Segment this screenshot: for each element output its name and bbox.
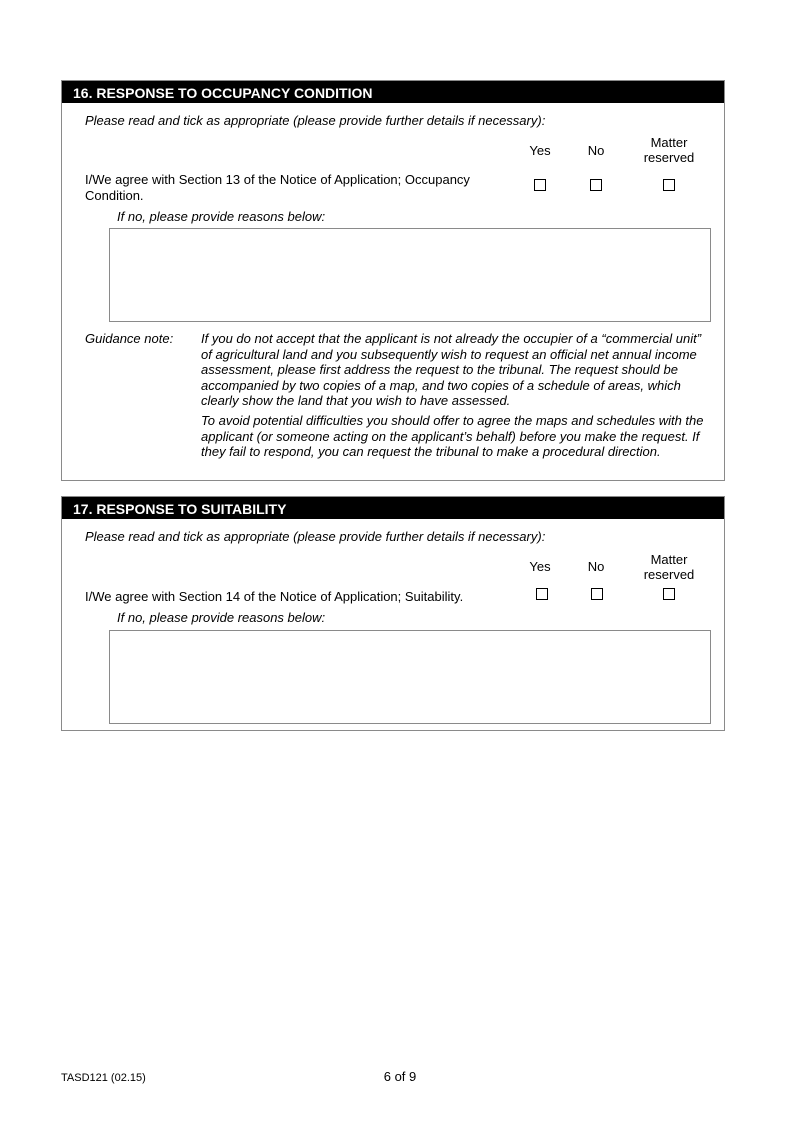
matter-reserved-checkbox[interactable] — [663, 179, 675, 191]
guidance-paragraph-1: If you do not accept that the applicant is not already the occupier of a “commercial unit” of agricultural land and you subsequently wish to request an official net annual income assessment, please first address the request to the tribunal. The request should be accompanied by two copies of a map, and two copies of a schedule of areas, which clearly show the land that you wish to have assessed. — [201, 331, 702, 408]
column-matter-line2: reserved — [643, 567, 695, 582]
column-matter — [632, 552, 706, 582]
column-matter — [632, 135, 706, 165]
section-16 — [61, 80, 725, 481]
column-matter-line1: Matter — [650, 552, 688, 567]
agreement-statement — [85, 172, 495, 203]
section-17-title: 17. RESPONSE TO SUITABILITY — [62, 497, 724, 519]
no-checkbox[interactable] — [590, 179, 602, 191]
agreement-statement-line1: I/We agree with Section 13 of the Notice of Application; Occupancy — [85, 172, 470, 187]
matter-reserved-checkbox[interactable] — [663, 588, 675, 600]
section-16-instruction: Please read and tick as appropriate (please provide further details if necessary): — [85, 113, 546, 128]
reasons-textbox[interactable] — [109, 630, 711, 724]
no-checkbox[interactable] — [591, 588, 603, 600]
column-no: No — [587, 143, 605, 158]
guidance-paragraph-2: To avoid potential difficulties you should offer to agree the maps and schedules with the applicant (or someone acting on the applicant’s behalf) before you make the request. If they fail to respond, you can request the tribunal to make a procedural direction. — [201, 413, 704, 459]
section-17 — [61, 496, 725, 731]
column-no: No — [587, 559, 605, 574]
yes-checkbox[interactable] — [536, 588, 548, 600]
column-matter-line2: reserved — [643, 150, 695, 165]
page-number: 6 of 9 — [383, 1069, 417, 1084]
agreement-statement-line2: Condition. — [85, 187, 144, 203]
section-16-title: 16. RESPONSE TO OCCUPANCY CONDITION — [62, 81, 724, 103]
section-17-instruction: Please read and tick as appropriate (please provide further details if necessary): — [85, 529, 546, 544]
form-code: TASD121 (02.15) — [61, 1072, 146, 1084]
agreement-statement: I/We agree with Section 14 of the Notice of Application; Suitability. — [85, 589, 464, 604]
if-no-label: If no, please provide reasons below: — [117, 610, 326, 625]
yes-checkbox[interactable] — [534, 179, 546, 191]
column-matter-line1: Matter — [650, 135, 688, 150]
column-yes: Yes — [529, 559, 551, 574]
if-no-label: If no, please provide reasons below: — [117, 209, 326, 224]
column-yes: Yes — [529, 143, 551, 158]
reasons-textbox[interactable] — [109, 228, 711, 322]
guidance-note-label: Guidance note: — [85, 331, 174, 346]
